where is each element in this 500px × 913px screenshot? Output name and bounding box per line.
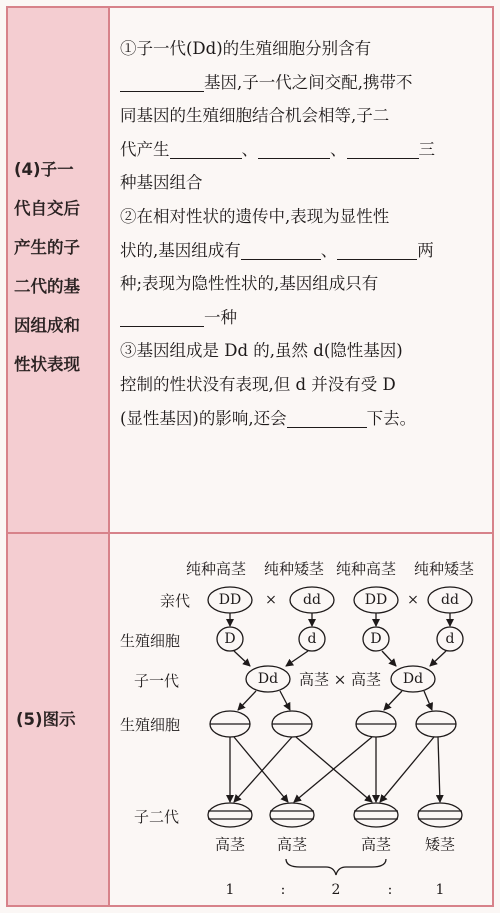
row4-label-line: 产生的子 — [14, 238, 80, 257]
paragraph-text: 两 — [417, 240, 434, 260]
header-label: 纯种高茎 — [186, 560, 247, 578]
row4-label-line: 代自交后 — [14, 199, 80, 218]
fill-blank[interactable] — [120, 306, 204, 327]
header-label: 纯种矮茎 — [264, 560, 325, 578]
separator-text: 、 — [330, 139, 347, 159]
f1-genotype: Dd — [402, 671, 424, 687]
text-line — [120, 133, 490, 167]
paragraph-text: ②在相对性状的遗传中,表现为显性性 — [120, 206, 390, 226]
fill-blank[interactable] — [120, 71, 204, 92]
paragraph-text: 一种 — [204, 307, 237, 327]
paragraph-text: 控制的性状没有表现,但 d 并没有受 D — [120, 374, 396, 394]
ratio-value: 2 — [331, 882, 341, 898]
text-line — [120, 234, 490, 268]
f2-trait: 高茎 — [214, 835, 246, 854]
text-line — [120, 301, 490, 335]
text-line — [120, 368, 490, 402]
fill-blank[interactable] — [287, 407, 367, 428]
row4-label-line: 性状表现 — [14, 355, 80, 374]
text-line — [120, 99, 490, 133]
f1-cross-text: 高茎 × 高茎 — [298, 670, 382, 689]
separator-text: 、 — [241, 139, 258, 159]
row4-label — [14, 150, 104, 384]
parent-genotype: DD — [364, 592, 388, 608]
ratio-colon: : — [387, 882, 393, 898]
f2-trait: 高茎 — [360, 835, 392, 854]
row4-label-line: (4)子一 — [14, 160, 74, 179]
gamete-allele: D — [370, 631, 382, 647]
row5-label: (5)图示 — [16, 710, 76, 729]
header-label: 纯种高茎 — [336, 560, 397, 578]
ratio-value: 1 — [435, 882, 445, 898]
row-label-f1: 子一代 — [134, 672, 180, 690]
parent-genotype: dd — [441, 592, 459, 608]
parent-genotype: DD — [218, 592, 242, 608]
row-label-f2: 子二代 — [134, 808, 180, 826]
paragraph-text: 状的,基因组成有 — [120, 240, 241, 260]
text-line — [120, 334, 490, 368]
parent-genotype: dd — [303, 592, 321, 608]
header-label: 纯种矮茎 — [414, 560, 475, 578]
row-label-gamete: 生殖细胞 — [120, 632, 181, 650]
paragraph-text: ③基因组成是 Dd 的,虽然 d(隐性基因) — [120, 341, 403, 361]
text-line — [120, 267, 490, 301]
row4-label-line: 二代的基 — [14, 277, 80, 296]
paragraph-text: 三 — [418, 139, 435, 159]
paragraph-text: 种;表现为隐性性状的,基因组成只有 — [120, 274, 379, 294]
row4-label-line: 因组成和 — [14, 316, 80, 335]
f2-trait: 高茎 — [276, 835, 308, 854]
paragraph-text: (显性基因)的影响,还会 — [120, 408, 287, 428]
row-label-gamete: 生殖细胞 — [120, 716, 181, 734]
row-label-parent: 亲代 — [160, 592, 191, 610]
paragraph-text: 代产生 — [120, 139, 170, 159]
text-line — [120, 66, 490, 100]
gamete-allele: D — [224, 631, 236, 647]
fill-blank[interactable] — [347, 138, 419, 159]
text-line — [120, 166, 490, 200]
text-line — [120, 200, 490, 234]
separator-text: 、 — [320, 240, 338, 260]
cross-symbol: × — [265, 592, 277, 608]
ratio-value: 1 — [225, 882, 235, 898]
text-line — [120, 402, 490, 436]
cross-symbol: × — [407, 592, 419, 608]
f2-trait: 矮茎 — [424, 835, 456, 854]
paragraph-text: 种基因组合 — [120, 173, 203, 193]
row4-content — [120, 32, 490, 435]
f1-genotype: Dd — [257, 671, 279, 687]
fill-blank[interactable] — [258, 138, 330, 159]
paragraph-text: 基因,子一代之间交配,携带不 — [204, 72, 413, 92]
ratio-colon: : — [280, 882, 286, 898]
paragraph-text: 同基因的生殖细胞结合机会相等,子二 — [120, 106, 390, 126]
text-line — [120, 32, 490, 66]
fill-blank[interactable] — [337, 239, 417, 260]
fill-blank[interactable] — [241, 239, 321, 260]
gamete-allele: d — [445, 631, 455, 647]
genetics-diagram — [110, 534, 494, 907]
paragraph-text: ①子一代(Dd)的生殖细胞分别含有 — [120, 39, 372, 58]
gamete-allele: d — [307, 631, 317, 647]
fill-blank[interactable] — [170, 138, 242, 159]
paragraph-text: 下去。 — [366, 408, 417, 428]
